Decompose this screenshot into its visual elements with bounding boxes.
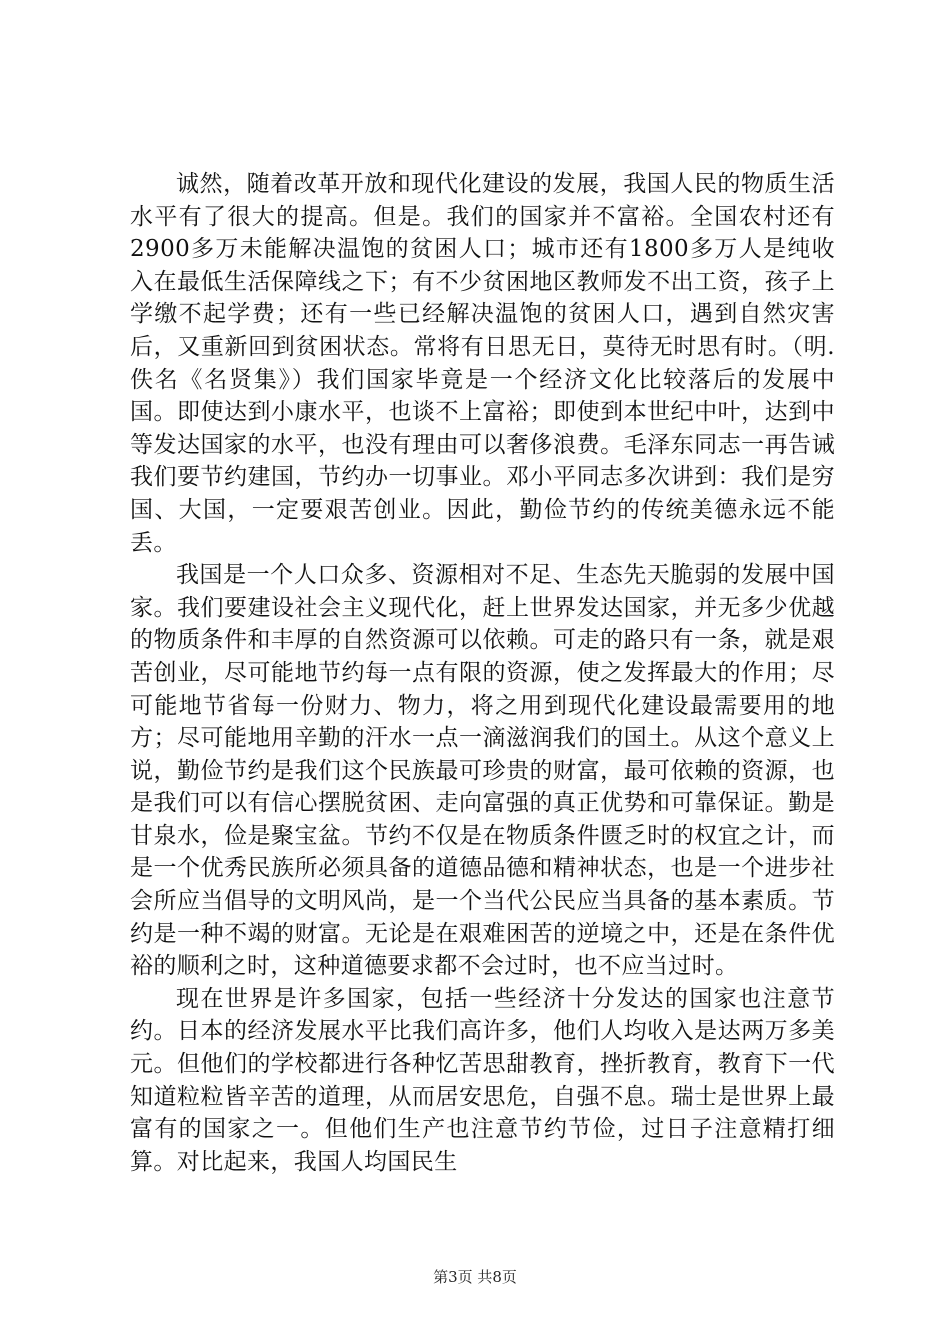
paragraph-3: 现在世界是许多国家，包括一些经济十分发达的国家也注意节约。日本的经济发展水平比我们高许多，他们人均收入是达两万多美元。但他们的学校都进行各种忆苦思甜教育，挫折教育，教育下一代知道粒粒皆辛苦的道理，从而居安思危，自强不息。瑞士是世界上最富有的国家之一。但他们生产也注意节约节俭，过日子注意精打细算。对比起来，我国人均国民生: [130, 985, 835, 1175]
paragraph-2: 我国是一个人口众多、资源相对不足、生态先天脆弱的发展中国家。我们要建设社会主义现代化，赶上世界发达国家，并无多少优越的物质条件和丰厚的自然资源可以依赖。可走的路只有一条，就是艰苦创业，尽可能地节约每一点有限的资源，使之发挥最大的作用；尽可能地节省每一份财力、物力，将之用到现代化建设最需要用的地方；尽可能地用辛勤的汗水一点一滴滋润我们的国土。从这个意义上说，勤俭节约是我们这个民族最可珍贵的财富，最可依赖的资源，也是我们可以有信心摆脱贫困、走向富强的真正优势和可靠保证。勤是甘泉水，俭是聚宝盆。节约不仅是在物质条件匮乏时的权宜之计，而是一个优秀民族所必须具备的道德品德和精神状态，也是一个进步社会所应当倡导的文明风尚，是一个当代公民应当具备的基本素质。节约是一种不竭的财富。无论是在艰难困苦的逆境之中，还是在条件优裕的顺利之时，这种道德要求都不会过时，也不应当过时。: [130, 562, 835, 980]
page-footer: 第3页 共8页: [433, 1268, 517, 1286]
document-body: [130, 168, 835, 1178]
paragraph-1: 诚然，随着改革开放和现代化建设的发展，我国人民的物质生活水平有了很大的提高。但是。我们的国家并不富裕。全国农村还有2900多万未能解决温饱的贫困人口；城市还有1800多万人是纯收入在最低生活保障线之下；有不少贫困地区教师发不出工资，孩子上学缴不起学费；还有一些已经解决温饱的贫困人口，遇到自然灾害后，又重新回到贫困状态。常将有日思无日，莫待无时思有时。（明.佚名《名贤集》）我们国家毕竟是一个经济文化比较落后的发展中国。即使达到小康水平，也谈不上富裕；即使到本世纪中叶，达到中等发达国家的水平，也没有理由可以奢侈浪费。毛泽东同志一再告诫我们要节约建国，节约办一切事业。邓小平同志多次讲到：我们是穷国、大国，一定要艰苦创业。因此，勤俭节约的传统美德永远不能丢。: [130, 171, 835, 556]
